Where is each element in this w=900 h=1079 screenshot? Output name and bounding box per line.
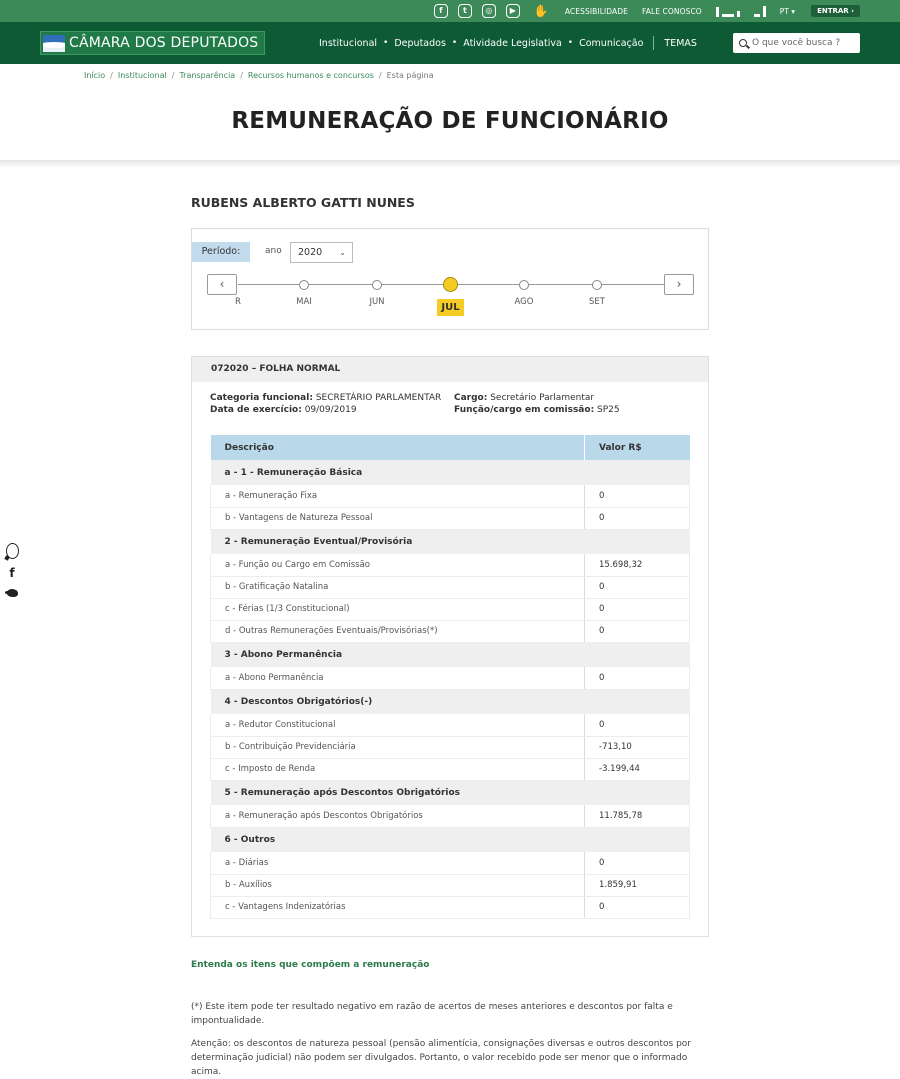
- row-description: a - Abono Permanência: [211, 667, 585, 689]
- row-value: 0: [585, 576, 690, 598]
- nav-institucional[interactable]: Institucional: [319, 37, 378, 49]
- row-description: b - Vantagens de Natureza Pessoal: [211, 507, 585, 529]
- timeline-month-ago[interactable]: AGO: [514, 297, 534, 307]
- page-title: REMUNERAÇÃO DE FUNCIONÁRIO: [231, 108, 669, 134]
- timeline-month-mai[interactable]: MAI: [296, 297, 312, 307]
- table-group-row: [211, 529, 690, 554]
- row-description: d - Outras Remunerações Eventuais/Provisórias(*): [211, 620, 585, 642]
- row-value: -3.199,44: [585, 758, 690, 780]
- period-label: Período:: [192, 242, 250, 262]
- row-value: 11.785,78: [585, 805, 690, 827]
- exercicio-info: Data de exercício: 09/09/2019: [210, 405, 357, 415]
- nav-separator: •: [383, 38, 389, 48]
- logo-icon: [43, 35, 65, 52]
- row-value: 0: [585, 667, 690, 689]
- row-description: a - Diárias: [211, 852, 585, 874]
- row-value: 0: [585, 507, 690, 529]
- group-label: 2 - Remuneração Eventual/Provisória: [211, 529, 690, 554]
- timeline-month-partial[interactable]: R: [235, 297, 241, 307]
- row-value: 1.859,91: [585, 874, 690, 896]
- timeline-node-ago[interactable]: [519, 280, 529, 290]
- cargo-info: Cargo: Secretário Parlamentar: [454, 393, 595, 403]
- twitter-share-icon[interactable]: [5, 587, 19, 603]
- facebook-share-icon[interactable]: f: [9, 566, 15, 580]
- table-row: [211, 758, 690, 780]
- header-valor: Valor R$: [585, 435, 690, 460]
- table-row: [211, 507, 690, 529]
- table-row: [211, 714, 690, 736]
- search-box[interactable]: [733, 33, 860, 53]
- table-row: [211, 576, 690, 598]
- row-description: b - Gratificação Natalina: [211, 576, 585, 598]
- table-body: [211, 460, 690, 918]
- row-description: a - Redutor Constitucional: [211, 714, 585, 736]
- row-description: c - Férias (1/3 Constitucional): [211, 598, 585, 620]
- table-row: [211, 554, 690, 576]
- facebook-icon[interactable]: f: [434, 4, 448, 18]
- timeline-node-set[interactable]: [592, 280, 602, 290]
- categoria-info: Categoria funcional: SECRETÁRIO PARLAMENTAR: [210, 393, 442, 403]
- breadcrumb-institucional[interactable]: Institucional: [117, 71, 167, 80]
- search-input[interactable]: [752, 38, 852, 48]
- main-header: [0, 22, 900, 64]
- sign-language-icon[interactable]: [716, 5, 740, 17]
- nav-divider: [653, 36, 654, 50]
- table-row: [211, 485, 690, 507]
- payroll-title: 072020 – FOLHA NORMAL: [192, 357, 708, 382]
- nav-separator: •: [451, 38, 458, 48]
- period-selector: [191, 228, 709, 330]
- breadcrumb-transparencia[interactable]: Transparência: [179, 71, 236, 80]
- table-row: [211, 852, 690, 874]
- row-value: 0: [585, 598, 690, 620]
- site-logo[interactable]: CÂMARA DOS DEPUTADOS: [40, 31, 265, 55]
- nav-separator: •: [567, 38, 574, 48]
- table-row: [211, 736, 690, 758]
- nav-temas[interactable]: TEMAS: [664, 37, 697, 49]
- row-value: 0: [585, 896, 690, 918]
- table-group-row: [211, 689, 690, 714]
- row-value: 15.698,32: [585, 554, 690, 576]
- instagram-icon[interactable]: ◎: [482, 4, 496, 18]
- timeline-month-set[interactable]: SET: [589, 297, 605, 307]
- row-value: -713,10: [585, 736, 690, 758]
- table-row: [211, 620, 690, 642]
- timeline-node-mai[interactable]: [299, 280, 309, 290]
- breadcrumb-recursos-humanos[interactable]: Recursos humanos e concursos: [247, 71, 374, 80]
- row-description: c - Vantagens Indenizatórias: [211, 896, 585, 918]
- share-bar: [4, 543, 20, 603]
- title-divider: [0, 160, 900, 168]
- funcao-info: Função/cargo em comissão: SP25: [454, 405, 620, 415]
- table-row: [211, 598, 690, 620]
- payroll-panel: [191, 356, 709, 937]
- row-description: a - Função ou Cargo em Comissão: [211, 554, 585, 576]
- breadcrumb-inicio[interactable]: Início: [84, 71, 106, 80]
- timeline-month-jun[interactable]: JUN: [369, 297, 385, 307]
- row-description: b - Contribuição Previdenciária: [211, 736, 585, 758]
- group-label: 5 - Remuneração após Descontos Obrigatórios: [211, 780, 690, 805]
- accessibility-link[interactable]: ACESSIBILIDADE: [564, 6, 628, 16]
- congress-icon[interactable]: [754, 5, 766, 17]
- accessibility-icon[interactable]: ✋: [533, 4, 549, 18]
- twitter-icon[interactable]: t: [458, 4, 472, 18]
- remuneration-help-link[interactable]: Entenda os itens que compõem a remuneração: [191, 960, 430, 970]
- table-group-row: [211, 642, 690, 667]
- timeline-next-button[interactable]: ›: [664, 274, 694, 295]
- table-row: [211, 896, 690, 918]
- table-row: [211, 667, 690, 689]
- social-links: [434, 4, 520, 18]
- whatsapp-icon[interactable]: [6, 543, 19, 559]
- row-description: b - Auxílios: [211, 874, 585, 896]
- row-description: c - Imposto de Renda: [211, 758, 585, 780]
- group-label: a - 1 - Remuneração Básica: [211, 460, 690, 485]
- top-bar: [0, 0, 900, 22]
- row-value: 0: [585, 714, 690, 736]
- nav-deputados[interactable]: Deputados: [394, 37, 446, 49]
- note-negative: (*) Este item pode ter resultado negativo em razão de acertos de meses anteriores e descontos por falta e impontualidade.: [191, 1002, 673, 1026]
- row-value: 0: [585, 485, 690, 507]
- timeline-node-jul[interactable]: [443, 277, 458, 292]
- row-value: 0: [585, 620, 690, 642]
- table-row: [211, 874, 690, 896]
- group-label: 6 - Outros: [211, 827, 690, 852]
- breadcrumb-current: Esta página: [386, 71, 434, 80]
- nav-comunicacao[interactable]: Comunicação: [579, 37, 644, 49]
- language-selector[interactable]: PT ▾: [779, 6, 796, 16]
- year-select[interactable]: 2020 ⌄: [290, 242, 353, 263]
- header-descricao: Descrição: [211, 435, 585, 460]
- search-icon[interactable]: [739, 39, 747, 47]
- contact-link[interactable]: FALE CONOSCO: [641, 6, 702, 16]
- table-group-row: [211, 827, 690, 852]
- timeline-prev-button[interactable]: ‹: [207, 274, 237, 295]
- table-group-row: [211, 460, 690, 485]
- breadcrumb: Início / Institucional / Transparência / Recursos humanos e concursos / Esta página: [84, 71, 434, 80]
- main-nav: [319, 22, 697, 64]
- group-label: 3 - Abono Permanência: [211, 642, 690, 667]
- table-header: [211, 435, 690, 460]
- table-group-row: [211, 780, 690, 805]
- login-button[interactable]: ENTRAR ›: [811, 5, 860, 17]
- chevron-down-icon: ⌄: [339, 248, 346, 257]
- youtube-icon[interactable]: ▶: [506, 4, 520, 18]
- row-description: a - Remuneração após Descontos Obrigatórios: [211, 805, 585, 827]
- year-label: ano: [265, 246, 282, 256]
- row-value: 0: [585, 852, 690, 874]
- employee-name: RUBENS ALBERTO GATTI NUNES: [191, 195, 415, 210]
- note-attention: Atenção: os descontos de natureza pessoal (pensão alimentícia, consignações diversas e outros descontos por determinação judicial) não podem ser divulgados. Portanto, o valor recebido pode ser menor que o informado acima.: [191, 1039, 692, 1077]
- timeline-node-jun[interactable]: [372, 280, 382, 290]
- group-label: 4 - Descontos Obrigatórios(-): [211, 689, 690, 714]
- table-row: [211, 805, 690, 827]
- remuneration-table: [210, 435, 690, 919]
- timeline-month-jul[interactable]: JUL: [437, 299, 464, 316]
- nav-atividade-legislativa[interactable]: Atividade Legislativa: [463, 37, 562, 49]
- row-description: a - Remuneração Fixa: [211, 485, 585, 507]
